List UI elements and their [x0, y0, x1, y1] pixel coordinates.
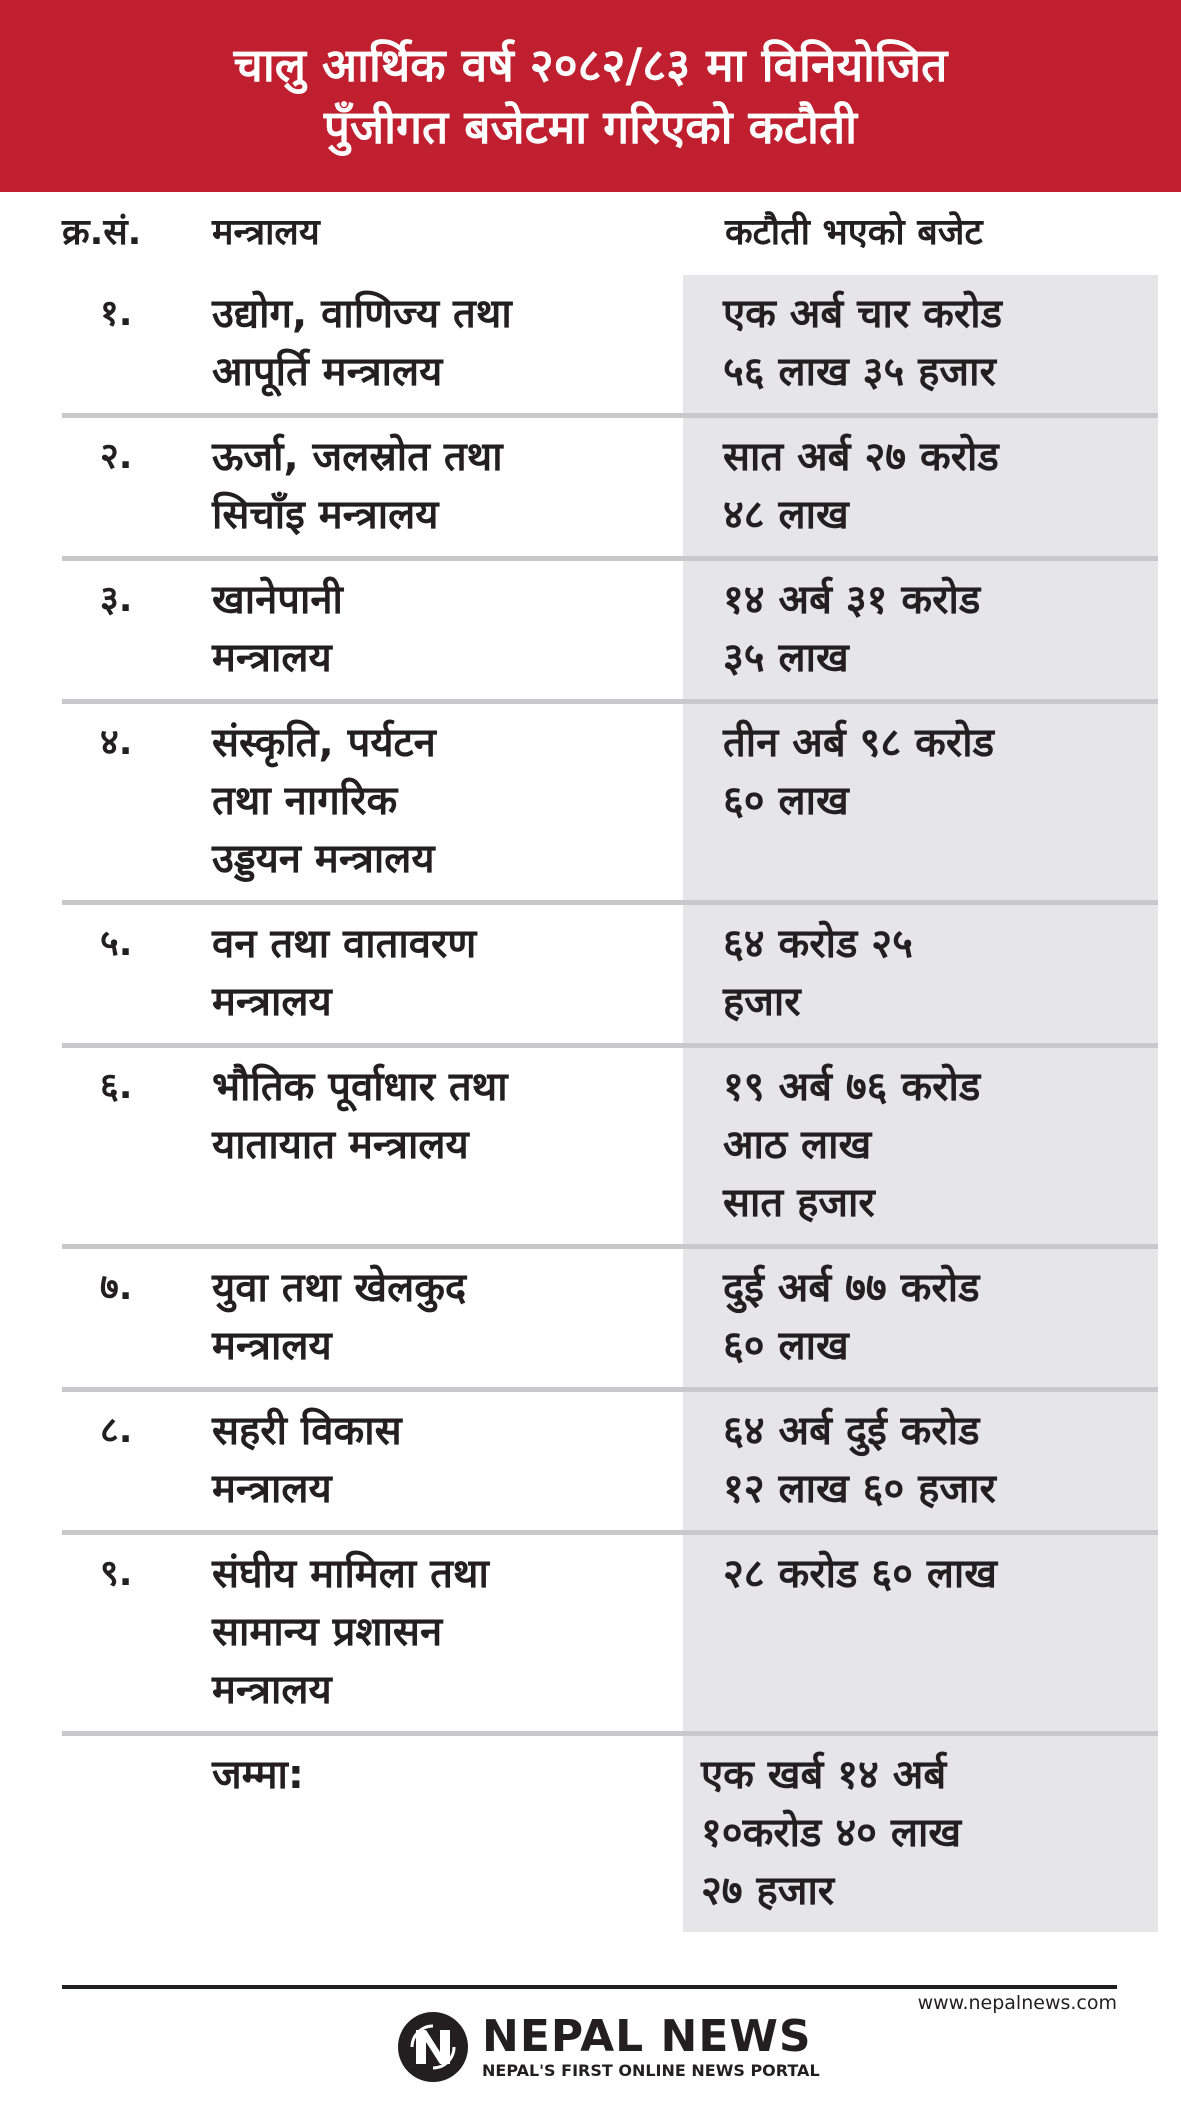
- budget-cut-amount-line: सात अर्ब २७ करोड: [723, 434, 999, 480]
- logo-name: NEPAL NEWS: [482, 2011, 812, 2062]
- budget-cut-amount-line: आठ लाख: [723, 1122, 872, 1168]
- column-header-ministry: मन्त्रालय: [212, 212, 320, 253]
- ministry-name: [212, 1048, 683, 1244]
- total-amount-line: एक खर्ब १४ अर्ब: [701, 1752, 947, 1798]
- ministry-name: [212, 418, 683, 556]
- ministry-name-line: मन्त्रालय: [212, 1466, 332, 1512]
- ministry-name-line: सामान्य प्रशासन: [212, 1609, 443, 1655]
- serial-number: ७.: [100, 1267, 133, 1308]
- title-line-2: पुँजीगत बजेटमा गरिएको कटौती: [323, 100, 858, 154]
- table-row: [62, 1387, 1158, 1530]
- budget-cut-amount-line: १४ अर्ब ३१ करोड: [723, 577, 981, 623]
- total-amount-line: १०करोड ४० लाख: [701, 1810, 962, 1856]
- logo-tagline: NEPAL'S FIRST ONLINE NEWS PORTAL: [482, 2061, 820, 2080]
- nepal-news-n-logo-icon: [398, 2012, 468, 2082]
- ministry-name-line: तथा नागरिक: [212, 778, 398, 824]
- ministry-name-line: सहरी विकास: [212, 1408, 402, 1454]
- serial-number: २.: [100, 436, 133, 477]
- serial-number: ८.: [100, 1410, 133, 1451]
- column-header-amount: कटौती भएको बजेट: [725, 212, 983, 253]
- ministry-name-line: संघीय मामिला तथा: [212, 1551, 489, 1597]
- budget-cut-amount-line: तीन अर्ब ९८ करोड: [723, 720, 994, 766]
- ministry-name-line: खानेपानी: [212, 577, 343, 623]
- ministry-name-line: सिचाँइ मन्त्रालय: [212, 492, 439, 538]
- budget-cut-amount: [683, 275, 1158, 413]
- ministry-name-line: युवा तथा खेलकुद: [212, 1265, 467, 1311]
- budget-cut-amount-line: २८ करोड ६० लाख: [723, 1551, 998, 1597]
- budget-cut-amount-line: हजार: [723, 979, 801, 1025]
- ministry-name: [212, 1392, 683, 1530]
- table-row: [62, 413, 1158, 556]
- ministry-name-line: आपूर्ति मन्त्रालय: [212, 349, 443, 395]
- title-line-1: चालु आर्थिक वर्ष २०८२/८३ मा विनियोजित: [233, 38, 948, 92]
- budget-cut-amount-line: ६४ करोड २५: [723, 921, 913, 967]
- budget-cut-amount-line: १९ अर्ब ७६ करोड: [723, 1064, 981, 1110]
- budget-cut-amount: [683, 1392, 1158, 1530]
- table-row: [62, 699, 1158, 900]
- total-label: जम्मा:: [212, 1752, 304, 1798]
- footer-divider: [62, 1985, 1117, 1989]
- budget-cut-table: [62, 275, 1158, 1932]
- ministry-name: [212, 275, 683, 413]
- table-row: [62, 1530, 1158, 1731]
- table-row: [62, 556, 1158, 699]
- ministry-name: [212, 905, 683, 1043]
- total-serial-empty: [62, 1736, 212, 1932]
- ministry-name-line: संस्कृति, पर्यटन: [212, 720, 436, 766]
- ministry-name-line: यातायात मन्त्रालय: [212, 1122, 469, 1168]
- budget-cut-amount-line: सात हजार: [723, 1180, 875, 1226]
- ministry-name-line: मन्त्रालय: [212, 635, 332, 681]
- budget-cut-amount-line: ३५ लाख: [723, 635, 849, 681]
- serial-number: १.: [100, 293, 133, 334]
- budget-cut-amount-line: ५६ लाख ३५ हजार: [723, 349, 996, 395]
- ministry-name-line: मन्त्रालय: [212, 1323, 332, 1369]
- budget-cut-amount-line: ४८ लाख: [723, 492, 849, 538]
- total-amount-line: २७ हजार: [701, 1868, 835, 1914]
- budget-cut-amount: [683, 905, 1158, 1043]
- budget-cut-amount: [683, 704, 1158, 900]
- table-row: [62, 275, 1158, 413]
- budget-cut-amount: [683, 1249, 1158, 1387]
- budget-cut-amount-line: ६४ अर्ब दुई करोड: [723, 1408, 980, 1454]
- ministry-name-line: उड्डयन मन्त्रालय: [212, 836, 435, 882]
- budget-cut-amount-line: १२ लाख ६० हजार: [723, 1466, 996, 1512]
- nepal-news-logo: [398, 2012, 820, 2082]
- budget-cut-amount-line: एक अर्ब चार करोड: [723, 291, 1002, 337]
- table-row: [62, 900, 1158, 1043]
- budget-cut-amount: [683, 1048, 1158, 1244]
- table-row: [62, 1043, 1158, 1244]
- serial-number: ३.: [100, 579, 133, 620]
- ministry-name: [212, 1535, 683, 1731]
- ministry-name: [212, 704, 683, 900]
- ministry-name-line: ऊर्जा, जलस्रोत तथा: [212, 434, 503, 480]
- ministry-name-line: वन तथा वातावरण: [212, 921, 477, 967]
- ministry-name-line: मन्त्रालय: [212, 979, 332, 1025]
- serial-number: ४.: [100, 722, 133, 763]
- budget-cut-amount: [683, 418, 1158, 556]
- table-row: [62, 1244, 1158, 1387]
- website-url: www.nepalnews.com: [917, 1992, 1117, 2014]
- ministry-name-line: उद्योग, वाणिज्य तथा: [212, 291, 512, 337]
- budget-cut-amount-line: दुई अर्ब ७७ करोड: [723, 1265, 980, 1311]
- title-banner: [0, 0, 1181, 192]
- ministry-name: [212, 1249, 683, 1387]
- serial-number: ६.: [100, 1066, 133, 1107]
- budget-cut-amount-line: ६० लाख: [723, 1323, 849, 1369]
- ministry-name-line: मन्त्रालय: [212, 1667, 332, 1713]
- budget-cut-amount-line: ६० लाख: [723, 778, 849, 824]
- budget-cut-amount: [683, 561, 1158, 699]
- budget-cut-amount: [683, 1535, 1158, 1731]
- column-header-serial: क्र.सं.: [62, 212, 142, 253]
- serial-number: ९.: [100, 1553, 133, 1594]
- ministry-name: [212, 561, 683, 699]
- total-amount: [683, 1736, 1158, 1932]
- total-row: [62, 1731, 1158, 1932]
- serial-number: ५.: [100, 923, 133, 964]
- ministry-name-line: भौतिक पूर्वाधार तथा: [212, 1064, 508, 1110]
